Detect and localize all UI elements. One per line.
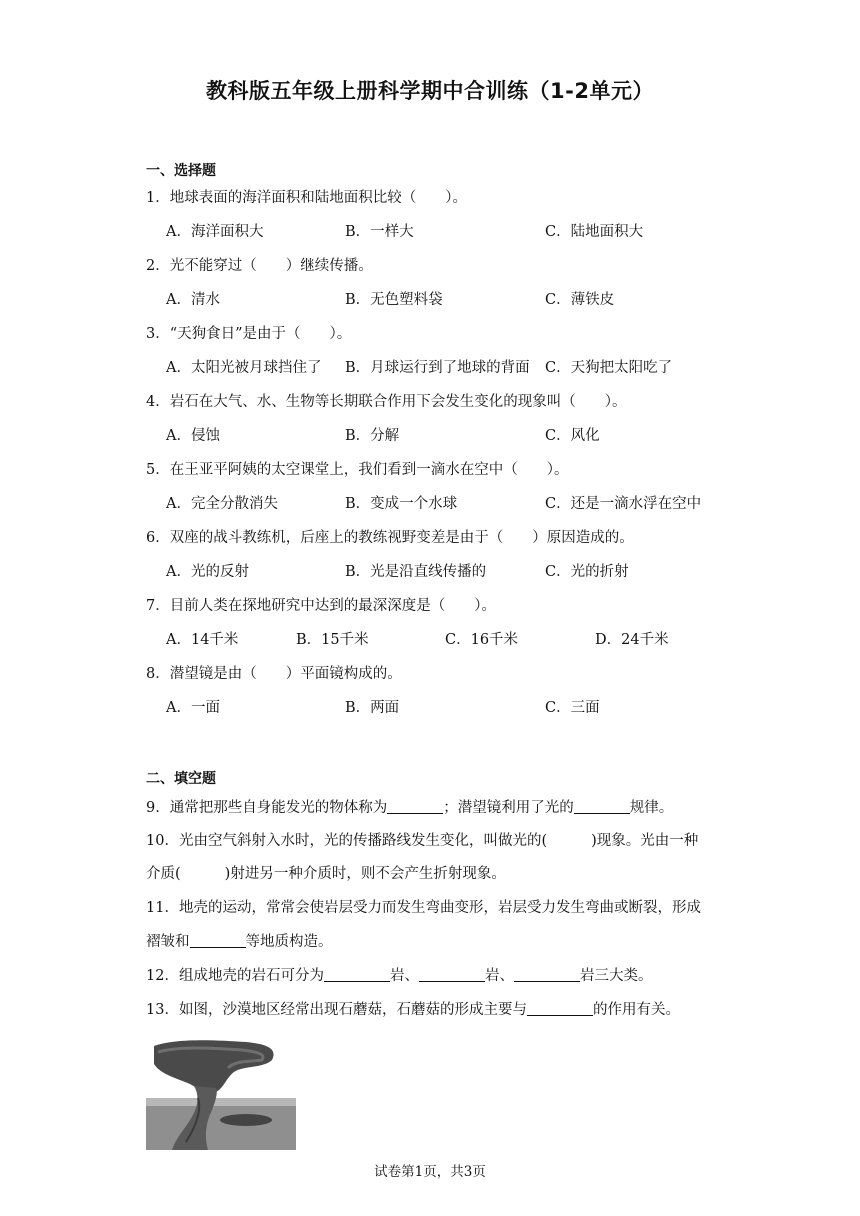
q12-text-a: 12．组成地壳的岩石可分为 (146, 968, 324, 984)
q8-option-c[interactable]: C．三面 (545, 700, 600, 716)
q2-option-a[interactable]: A．清水 (166, 292, 220, 308)
q5-option-a[interactable]: A．完全分散消失 (166, 496, 278, 512)
q13-text-b: 的作用有关。 (592, 1002, 680, 1018)
q9-blank-1[interactable] (387, 798, 443, 814)
q12-blank-1[interactable] (324, 966, 390, 982)
q9-text-b: ；潜望镜利用了光的 (443, 800, 574, 816)
q1-option-b[interactable]: B．一样大 (345, 224, 414, 240)
q9-text-c: 规律。 (629, 800, 674, 816)
question-11-line-1: 11．地壳的运动，常常会使岩层受力而发生弯曲变形，岩层受力发生弯曲或断裂，形成 (146, 900, 701, 916)
q1-option-a[interactable]: A．海洋面积大 (166, 224, 264, 240)
mushroom-rock-image (146, 1038, 296, 1150)
q9-blank-2[interactable] (574, 798, 630, 814)
q1-option-c[interactable]: C．陆地面积大 (545, 224, 644, 240)
q8-option-a[interactable]: A．一面 (166, 700, 220, 716)
q10-text-b: )现象。光由一种 (591, 833, 699, 849)
section-heading-choice: 一、选择题 (146, 163, 216, 179)
q10-text-c: 介质( (146, 866, 181, 882)
q7-option-b[interactable]: B．15千米 (296, 632, 369, 648)
question-11-line-2 (146, 930, 333, 951)
q13-text-a: 13．如图，沙漠地区经常出现石蘑菇，石蘑菇的形成主要与 (146, 1002, 527, 1018)
question-4: 4．岩石在大气、水、生物等长期联合作用下会发生变化的现象叫（ ）。 (146, 394, 627, 410)
question-8: 8．潜望镜是由（ ）平面镜构成的。 (146, 666, 402, 682)
q3-option-c[interactable]: C．天狗把太阳吃了 (545, 360, 673, 376)
q4-option-a[interactable]: A．侵蚀 (166, 428, 220, 444)
question-10-line-2 (146, 862, 506, 883)
q11-blank[interactable] (190, 932, 246, 948)
page-footer: 试卷第1页，共3页 (374, 1164, 486, 1180)
q8-option-b[interactable]: B．两面 (345, 700, 400, 716)
q2-option-b[interactable]: B．无色塑料袋 (345, 292, 443, 308)
question-2: 2．光不能穿过（ ）继续传播。 (146, 258, 373, 274)
q5-option-c[interactable]: C．还是一滴水浮在空中 (545, 496, 702, 512)
q11-text-a: 褶皱和 (146, 934, 190, 950)
q3-option-a[interactable]: A．太阳光被月球挡住了 (166, 360, 322, 376)
q6-option-a[interactable]: A．光的反射 (166, 564, 249, 580)
q6-option-c[interactable]: C．光的折射 (545, 564, 629, 580)
q4-option-b[interactable]: B．分解 (345, 428, 400, 444)
question-13 (146, 998, 680, 1019)
q12-text-b: 岩、 (389, 968, 419, 984)
q11-text-b: 等地质构造。 (245, 934, 333, 950)
q10-text-d: )射进另一种介质时，则不会产生折射现象。 (224, 866, 506, 882)
q10-text-a: 10．光由空气斜射入水时，光的传播路线发生变化，叫做光的( (146, 833, 548, 849)
question-1: 1．地球表面的海洋面积和陆地面积比较（ ）。 (146, 190, 467, 206)
question-10-line-1 (146, 829, 698, 850)
page-title: 教科版五年级上册科学期中合训练（1-2单元） (206, 79, 654, 103)
q9-text-a: 9．通常把那些自身能发光的物体称为 (146, 800, 388, 816)
q7-option-a[interactable]: A．14千米 (166, 632, 239, 648)
question-3: 3．“天狗食日”是由于（ ）。 (146, 326, 352, 342)
question-6: 6．双座的战斗教练机，后座上的教练视野变差是由于（ ）原因造成的。 (146, 530, 634, 546)
q6-option-b[interactable]: B．光是沿直线传播的 (345, 564, 487, 580)
q7-option-d[interactable]: D．24千米 (595, 632, 669, 648)
question-12 (146, 964, 652, 985)
question-5: 5．在王亚平阿姨的太空课堂上，我们看到一滴水在空中（ ）。 (146, 462, 569, 478)
q12-text-c: 岩、 (484, 968, 514, 984)
question-7: 7．目前人类在探地研究中达到的最深深度是（ ）。 (146, 598, 496, 614)
q4-option-c[interactable]: C．风化 (545, 428, 600, 444)
q12-blank-3[interactable] (514, 966, 580, 982)
q7-option-c[interactable]: C．16千米 (445, 632, 519, 648)
q12-text-d: 岩三大类。 (579, 968, 653, 984)
q13-blank[interactable] (527, 1000, 593, 1016)
q5-option-b[interactable]: B．变成一个水球 (345, 496, 458, 512)
question-9 (146, 796, 673, 817)
q2-option-c[interactable]: C．薄铁皮 (545, 292, 615, 308)
q12-blank-2[interactable] (419, 966, 485, 982)
q3-option-b[interactable]: B．月球运行到了地球的背面 (345, 360, 530, 376)
section-heading-fill: 二、填空题 (146, 771, 216, 787)
